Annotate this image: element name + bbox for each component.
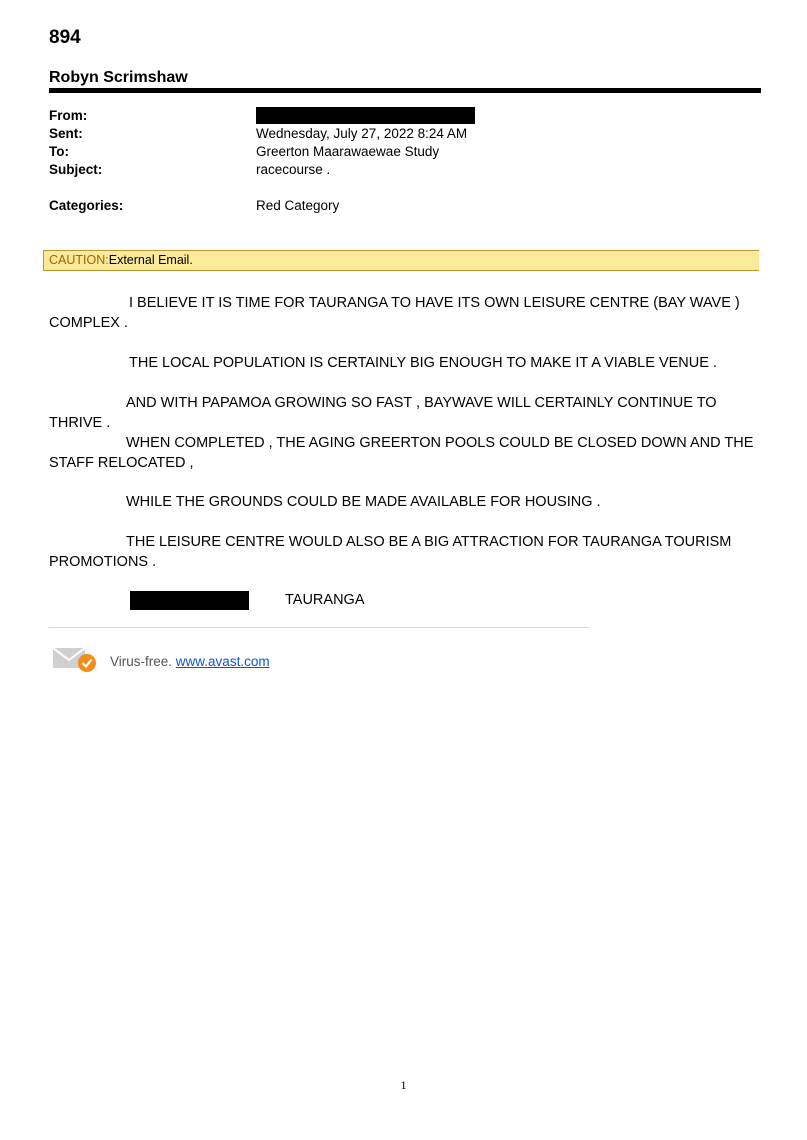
avast-mail-check-icon: [52, 645, 98, 673]
categories-label: Categories:: [49, 198, 124, 213]
footer-divider: [49, 627, 589, 628]
redacted-signature-name: [130, 591, 249, 610]
sent-label: Sent:: [49, 126, 83, 141]
to-value: Greerton Maarawaewae Study: [256, 144, 440, 159]
subject-label: Subject:: [49, 162, 103, 177]
page-number: 1: [400, 1078, 407, 1092]
redacted-from-value: [256, 107, 475, 124]
avast-link[interactable]: www.avast.com: [175, 654, 270, 669]
subject-value: racecourse .: [256, 162, 331, 177]
caution-label: CAUTION:: [49, 253, 109, 267]
signature-city: TAURANGA: [285, 592, 365, 608]
caution-banner: [43, 250, 759, 271]
document-number: 894: [49, 27, 81, 48]
sent-value: Wednesday, July 27, 2022 8:24 AM: [256, 126, 468, 141]
to-label: To:: [49, 144, 69, 159]
body-paragraph: THE LOCAL POPULATION IS CERTAINLY BIG ENOUGH TO MAKE IT A VIABLE VENUE .: [129, 355, 717, 371]
caution-text: External Email.: [108, 253, 193, 267]
body-paragraph: THE LEISURE CENTRE WOULD ALSO BE A BIG ATTRACTION FOR TAURANGA TOURISM PROMOTIONS .: [49, 534, 732, 570]
recipient-name: Robyn Scrimshaw: [49, 69, 188, 86]
body-paragraph: I BELIEVE IT IS TIME FOR TAURANGA TO HAVE ITS OWN LEISURE CENTRE (BAY WAVE ) COMPLEX .: [49, 295, 740, 331]
virus-free-text: Virus-free.: [110, 654, 173, 669]
from-label: From:: [49, 108, 88, 123]
body-paragraph: WHILE THE GROUNDS COULD BE MADE AVAILABLE FOR HOUSING .: [126, 494, 601, 510]
body-paragraph: WHEN COMPLETED , THE AGING GREERTON POOLS COULD BE CLOSED DOWN AND THE STAFF RELOCATED ,: [49, 435, 754, 471]
categories-value: Red Category: [256, 198, 340, 213]
virus-free-notice: [110, 654, 270, 669]
header-rule: [49, 88, 761, 93]
body-paragraph: AND WITH PAPAMOA GROWING SO FAST , BAYWAVE WILL CERTAINLY CONTINUE TO THRIVE .: [49, 395, 717, 431]
